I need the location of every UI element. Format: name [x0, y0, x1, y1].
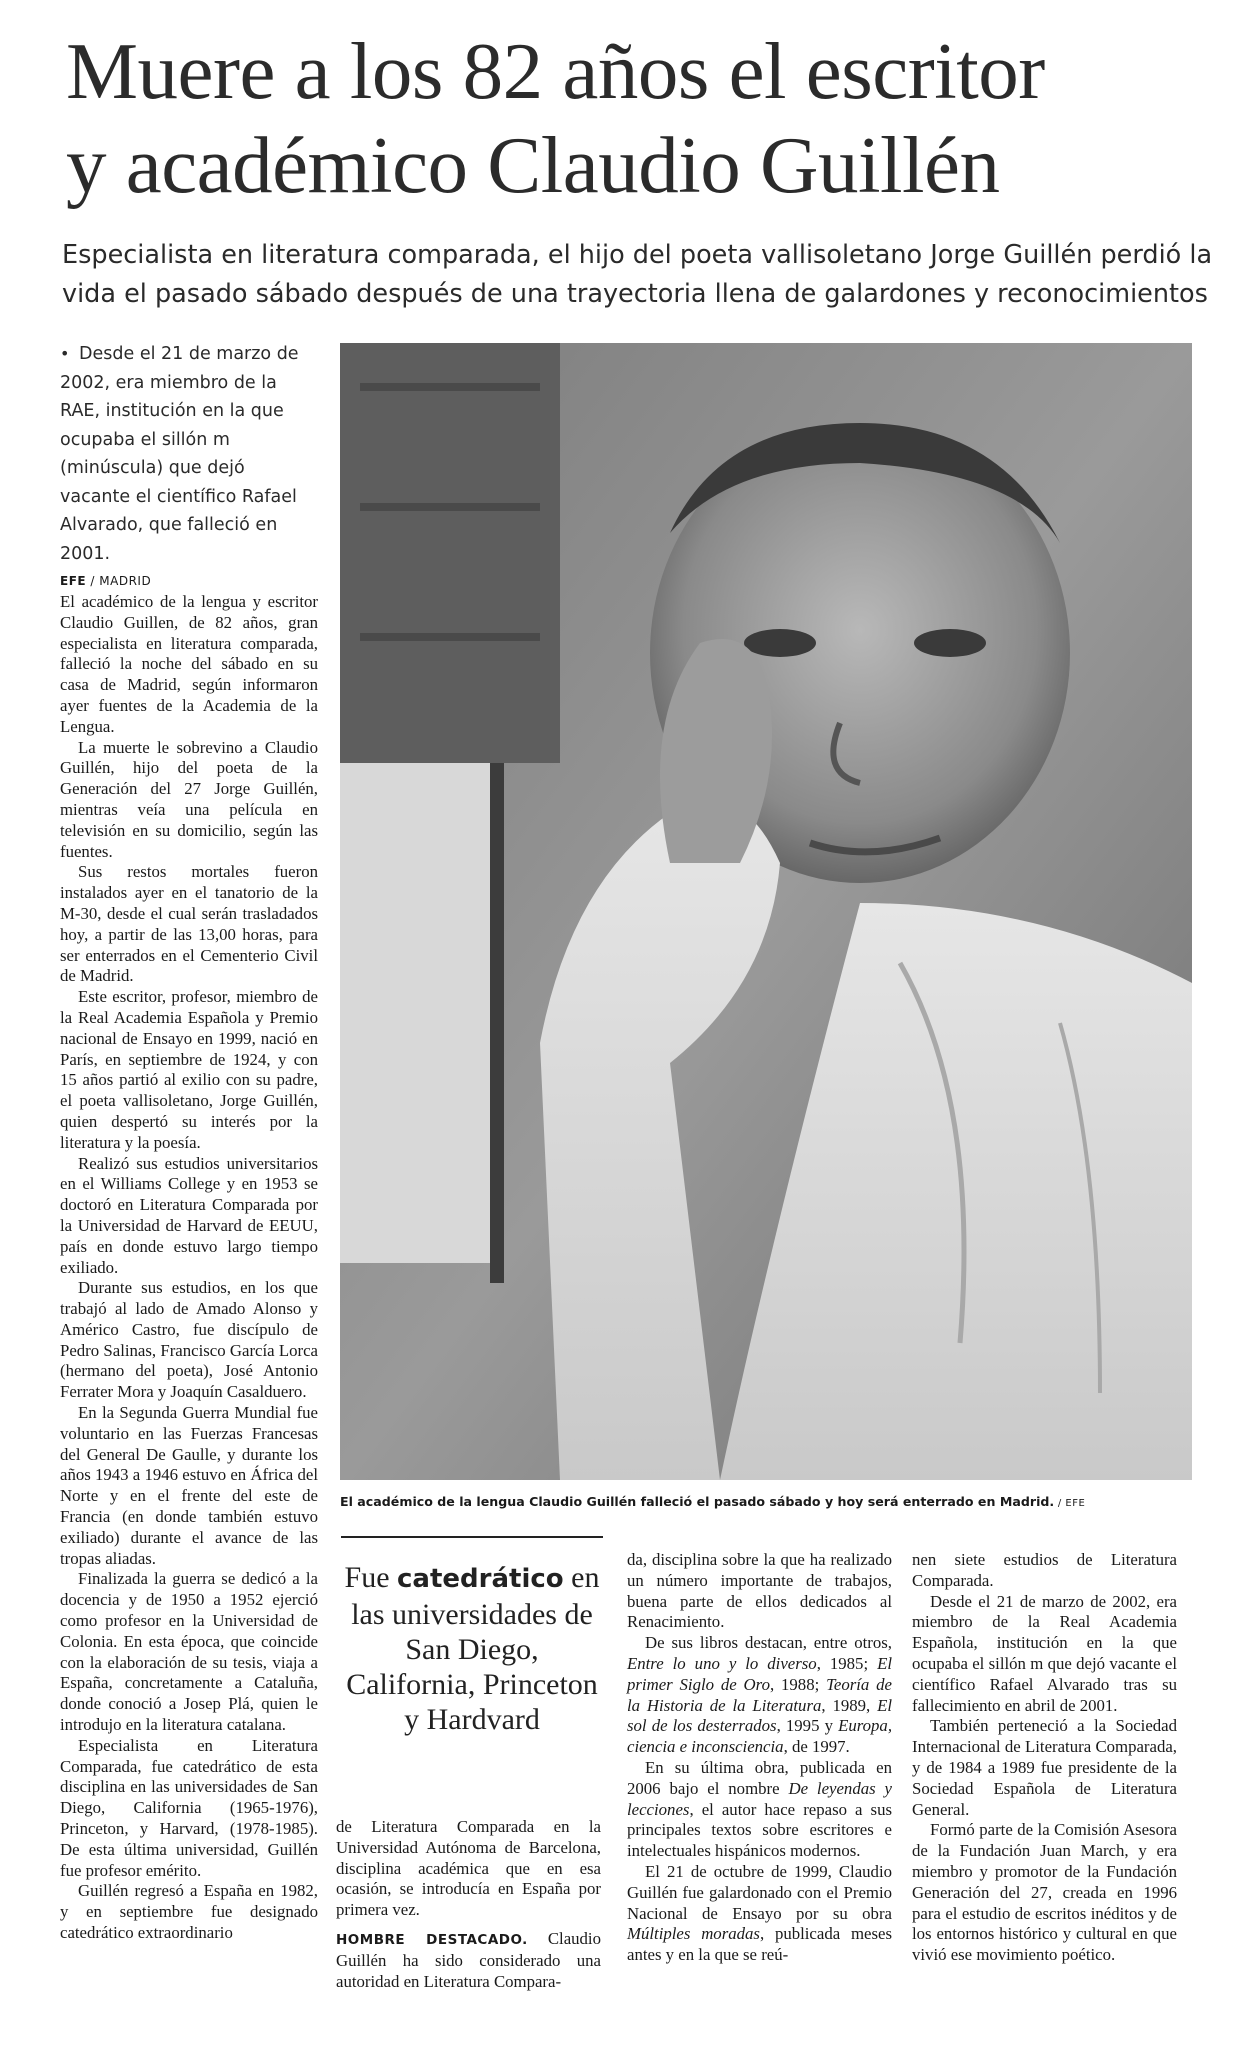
caption-credit: / EFE [1054, 1498, 1086, 1509]
article-column-2 [336, 1817, 601, 1992]
paragraph: El académico de la lengua y escritor Claudio Guillen, de 82 años, gran especialista en literatura comparada, falleció la noche del sábado en su casa de Madrid, según informaron ayer fuentes de la Academia de la Lengua. [60, 592, 318, 736]
paragraph [336, 1929, 601, 1992]
byline-city: MADRID [99, 574, 152, 588]
text: , 1995 y [776, 1716, 839, 1736]
portrait-photo-icon [340, 343, 1192, 1480]
byline [60, 574, 151, 588]
book-title: El primer Siglo de Oro [627, 1653, 893, 1694]
paragraph [627, 1758, 892, 1862]
paragraph: Especialista en Literatura Comparada, fue catedrático de esta disciplina en las universidades de San Diego, California (1965-1976), Princeton, y Harvard, (1978-1985). De esta última universidad, Guillén fue profesor emérito. [60, 1735, 318, 1880]
text: , 1985; [816, 1653, 878, 1673]
paragraph: Realizó sus estudios universitarios en el Williams College y en 1953 se doctoró en Literatura Comparada por la Universidad de Harvard de EEUU, país en donde estuvo largo tiempo exiliado. [60, 1153, 318, 1277]
text: , el autor hace repaso a sus principales textos sobre escritores e intelectuales hispánicos modernos. [627, 1799, 892, 1861]
photo-illustration [340, 343, 1192, 1480]
paragraph: Sus restos mortales fueron instalados ayer en el tanatorio de la M-30, desde el cual serán trasladados hoy, a partir de las 13,00 horas, para ser enterrados en el Cementerio Civil de Madrid. [60, 862, 318, 986]
text: En su última obra, publicada en 2006 bajo el nombre [627, 1757, 892, 1798]
text: , publicada meses antes y en la que se reú- [627, 1924, 892, 1965]
paragraph: Desde el 21 de marzo de 2002, era miembro de la Real Academia Española, institución en la que ocupaba el sillón m que dejó vacante el científico Rafael Alvarado tras su fallecimiento en abril de 2001. [912, 1591, 1177, 1715]
bullet-icon: • [60, 344, 70, 363]
pull-quote [341, 1536, 603, 1796]
photo-caption [340, 1494, 1200, 1509]
summary-box [60, 340, 315, 568]
paragraph: También perteneció a la Sociedad Internacional de Literatura Comparada, y de 1984 a 1989 fue presidente de la Sociedad Española de Literatura General. [912, 1716, 1177, 1819]
text: , 1988; [769, 1674, 827, 1694]
article-column-4 [912, 1550, 1177, 1966]
book-title: El sol de los desterrados [627, 1695, 892, 1736]
text: , 1989, [821, 1695, 878, 1715]
headline-line-2: y académico Claudio Guillén [66, 120, 1000, 210]
article-column-1 [60, 592, 318, 1944]
paragraph: Durante sus estudios, en los que trabajó al lado de Amado Alonso y Américo Castro, fue discípulo de Pedro Salinas, Francisco García Lorca (hermano del poeta), José Antonio Ferrater Mora y Joaquín Casalduero. [60, 1278, 318, 1402]
paragraph: Finalizada la guerra se dedicó a la docencia y de 1950 a 1952 ejerció como profesor en la Universidad de Colonia. En esta época, que coincide con la elaboración de su tesis, viaja a España, concretamente a Cataluña, donde conoció a Josep Plá, quien le introdujo en la literatura catalana. [60, 1569, 318, 1735]
paragraph [627, 1862, 892, 1966]
book-title: Múltiples moradas [627, 1924, 760, 1944]
book-title: De leyendas y lecciones [627, 1778, 892, 1819]
book-title: Europa, ciencia e inconsciencia [627, 1716, 893, 1757]
text: De sus libros destacan, entre otros, [645, 1633, 892, 1653]
paragraph: nen siete estudios de Literatura Comparada. [912, 1550, 1177, 1590]
book-title: Entre lo uno y lo diverso [627, 1653, 817, 1673]
headline-line-1: Muere a los 82 años el escritor [66, 26, 1045, 116]
summary-text: Desde el 21 de marzo de 2002, era miembro de la RAE, institución en la que ocupaba el sillón m (minúscula) que dejó vacante el científico Rafael Alvarado, que falleció en 2001. [60, 344, 299, 564]
byline-agency: EFE [60, 574, 87, 588]
text: , de 1997. [783, 1737, 850, 1757]
book-title: Teoría de la Historia de la Literatura [627, 1674, 893, 1715]
byline-separator: / [86, 574, 100, 588]
section-lead-in: HOMBRE DESTACADO. [336, 1931, 528, 1948]
paragraph-text: Claudio Guillén ha sido considerado una autoridad en Literatura Compara- [336, 1928, 601, 1991]
caption-text: El académico de la lengua Claudio Guillén falleció el pasado sábado y hoy será enterrado en Madrid. [340, 1494, 1055, 1509]
pullquote-post: en las universidades de San Diego, California, Princeton y Hardvard [346, 1561, 600, 1736]
paragraph [627, 1633, 892, 1758]
paragraph: En la Segunda Guerra Mundial fue voluntario en las Fuerzas Francesas del General De Gaulle, y durante los años 1943 a 1946 estuvo en África del Norte y en el frente del este de Francia (en donde también estuvo exiliado) durante el avance de las tropas aliadas. [60, 1403, 318, 1568]
article-column-3 [627, 1550, 892, 1966]
paragraph: La muerte le sobrevino a Claudio Guillén, hijo del poeta de la Generación del 27 Jorge Guillén, mientras veía una película en televisión en su domicilio, según las fuentes. [60, 737, 318, 861]
headline [66, 24, 1216, 212]
paragraph: Este escritor, profesor, miembro de la Real Academia Española y Premio nacional de Ensayo en 1999, nació en París, en septiembre de 1924, y con 15 años partió al exilio con su padre, el poeta vallisoletano, Jorge Guillén, quien despertó su interés por la literatura y la poesía. [60, 987, 318, 1152]
paragraph: Guillén regresó a España en 1982, y en septiembre fue designado catedrático extraordinario [60, 1881, 318, 1942]
paragraph: Formó parte de la Comisión Asesora de la Fundación Juan March, y era miembro y promotor de la Fundación Generación del 27, creada en 1996 para el estudio de escritos inéditos y de los entornos histórico y cultural en que vivió ese movimiento poético. [912, 1820, 1177, 1965]
pullquote-bold: catedrático [397, 1564, 564, 1594]
text: El 21 de octubre de 1999, Claudio Guillén fue galardonado con el Premio Nacional de Ensayo por su obra [627, 1861, 892, 1923]
paragraph: de Literatura Comparada en la Universidad Autónoma de Barcelona, disciplina académica que en esa ocasión, se introducía en España por primera vez. [336, 1817, 601, 1920]
pullquote-pre: Fue [344, 1561, 398, 1594]
paragraph: da, disciplina sobre la que ha realizado un número importante de trabajos, buena parte de ellos dedicados al Renacimiento. [627, 1550, 892, 1632]
subheadline: Especialista en literatura comparada, el hijo del poeta vallisoletano Jorge Guillén perdió la vida el pasado sábado después de una trayectoria llena de galardones y reconocimientos [62, 240, 1213, 309]
